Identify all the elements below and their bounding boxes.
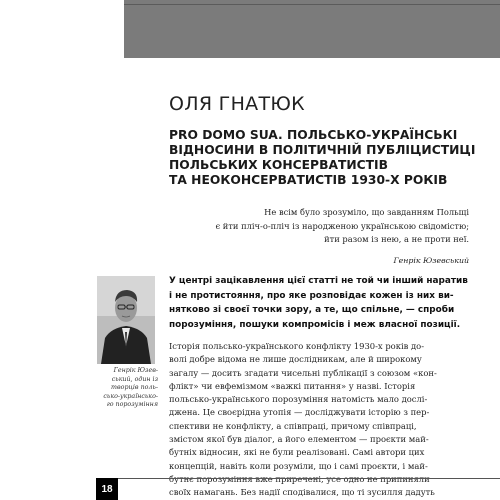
lead-line: і не протистояння, про яке розповідає кожен із них ви- [169, 290, 454, 301]
lead-paragraph [169, 274, 469, 333]
body-line: джена. Це своєрідна утопія — досліджувати історію з пер- [169, 407, 430, 418]
body-line: польсько-українського порозуміння натомість мало дослі- [169, 394, 428, 405]
page-number: 18 [96, 478, 118, 500]
epigraph-author: Генрік Юзевський [393, 255, 469, 265]
lead-line: У центрі зацікавлення цієї статті не той чи інший наратив [169, 276, 468, 286]
portrait-photo [97, 276, 155, 364]
lead-line: нятково зі своєї точки зору, а те, що спільне, — спроби [169, 305, 455, 316]
epigraph-line: йти разом із нею, а не проти неї. [324, 234, 469, 244]
footer-rule [118, 478, 500, 479]
article-title [169, 128, 476, 188]
body-line: своїх намагань. Без надії сподівалися, що ті зусилля дадуть [169, 487, 435, 498]
epigraph-line: Не всім було зрозуміло, що завданням Польщі [264, 207, 469, 217]
body-text [169, 340, 469, 500]
body-line: змістом якої був діалог, а його елементом — проєкти май- [169, 434, 429, 445]
caption-line: ський, один із [111, 375, 158, 383]
epigraph-line: є йти пліч-о-пліч із народженою українською свідомістю; [215, 220, 469, 231]
body-line: флікт» чи евфемізмом «важкі питання» у назві. Історія [169, 380, 416, 391]
title-line: ПОЛЬСЬКИХ КОНСЕРВАТИСТІВ [169, 158, 388, 172]
title-line: ТА НЕОКОНСЕРВАТИСТІВ 1930-Х РОКІВ [169, 173, 448, 187]
caption-line: го порозуміння [106, 401, 158, 409]
body-line: волі добре відома не лише дослідникам, але й широкому [169, 354, 422, 365]
photo-caption [97, 367, 158, 410]
caption-line: творців поль- [111, 384, 158, 392]
author-name: ОЛЯ ГНАТЮК [169, 93, 305, 115]
body-line: концепцій, навіть коли розуміли, що і самі проєкти, і май- [169, 460, 428, 471]
body-line [169, 473, 469, 486]
title-line: PRO DOMO SUA. ПОЛЬСЬКО-УКРАЇНСЬКІ [169, 128, 458, 142]
header-rule [124, 4, 500, 5]
title-line: ВІДНОСИНИ В ПОЛІТИЧНІЙ ПУБЛІЦИСТИЦІ [169, 143, 476, 157]
caption-line: Генрік Юзев- [113, 367, 158, 374]
header-bar [124, 0, 500, 58]
lead-line: порозуміння, пошуки компромісів і меж власної позиції. [169, 320, 461, 331]
epigraph [169, 206, 469, 267]
body-line: Історія польсько-українського конфлікту 1930-х років до- [169, 341, 425, 351]
caption-line: сько-українсько- [103, 392, 158, 400]
body-line: загалу — досить згадати чисельні публікації з союзом «кон- [169, 367, 437, 378]
portrait-figure [97, 276, 155, 364]
body-line: бутніх відносин, які не були реалізовані. Самі автори цих [169, 447, 425, 458]
body-line: спективи не конфлікту, а співпраці, причому співпраці, [169, 420, 417, 431]
